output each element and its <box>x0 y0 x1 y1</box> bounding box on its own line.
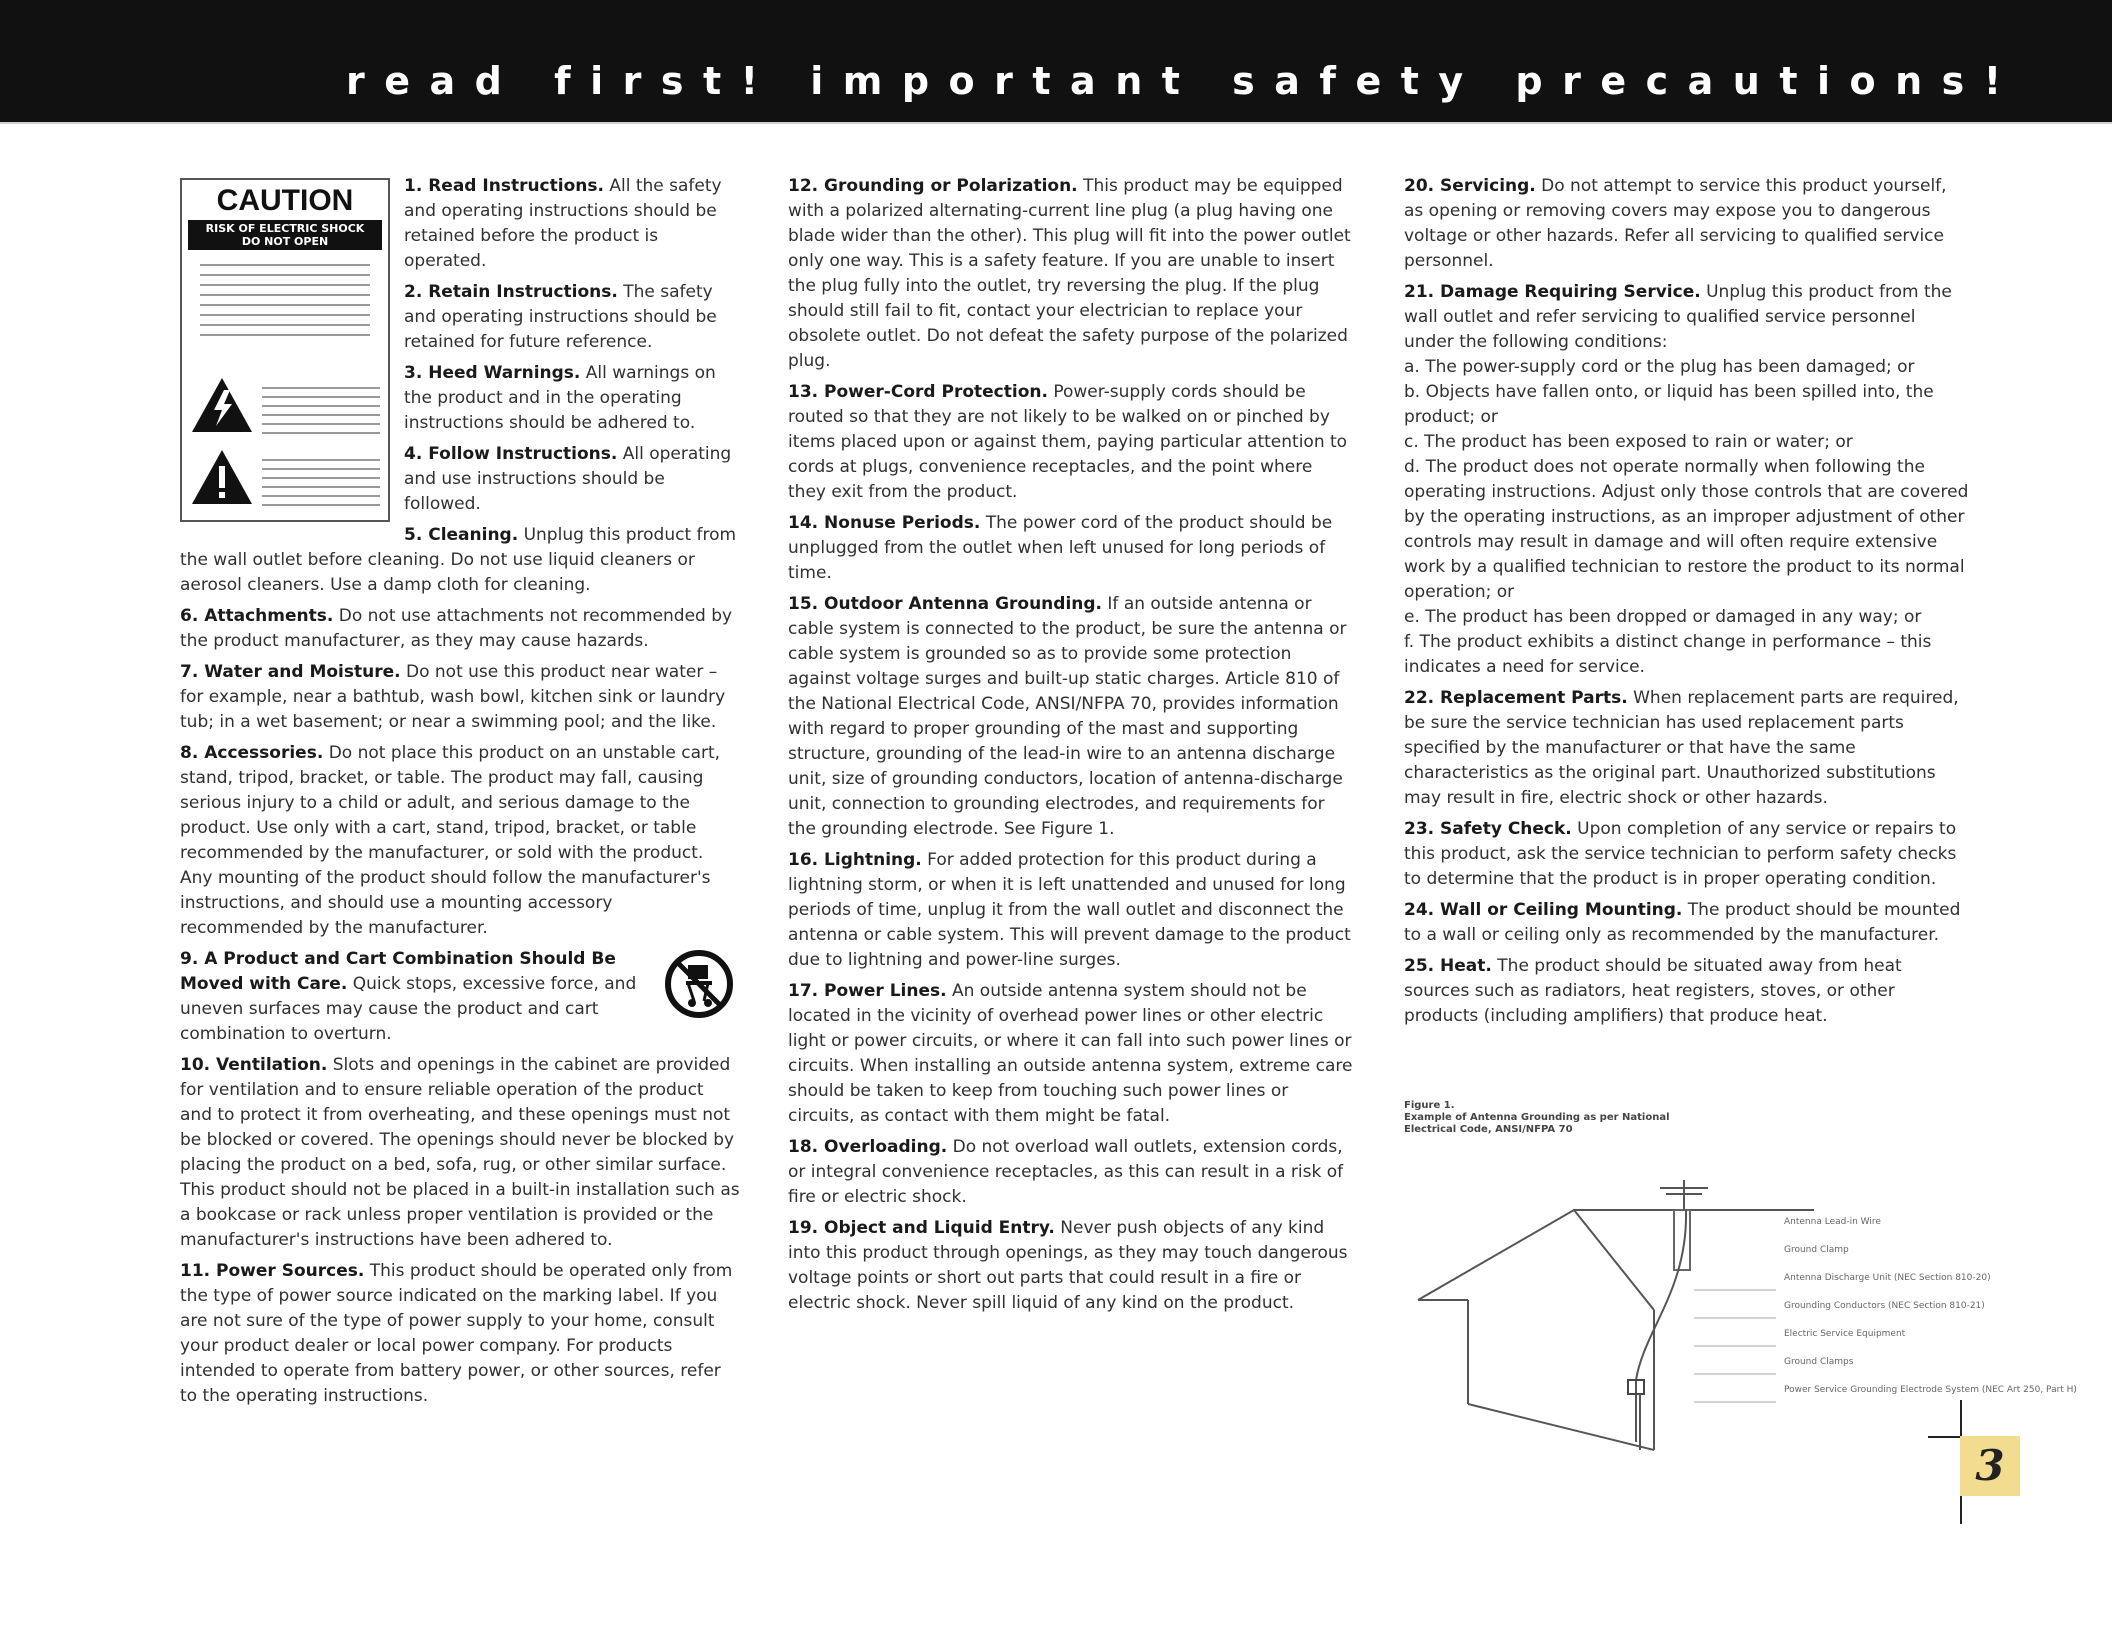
condition-e: e. The product has been dropped or damaged in any way; or <box>1404 607 1922 627</box>
exclamation-warning-icon <box>190 448 254 506</box>
page-number-rule-horizontal <box>1928 1436 1962 1438</box>
item-11: 11. Power Sources. This product should be operated only from the type of power source indicated on the marking label. If you are not sure of the type of power supply to your home, consult your product dealer or local power company. For products intended to operate from battery power, or other sources, refer to the operating instructions. <box>180 1261 733 1406</box>
item-20: 20. Servicing. Do not attempt to service this product yourself, as opening or removing covers may expose you to dangerous voltage or other hazards. Refer all servicing to qualified service personnel. <box>1404 176 1947 271</box>
item-9: 9. A Product and Cart Combination Should Be Moved with Care. Quick stops, excessive force, and uneven surfaces may cause the product and cart combination to overturn. <box>180 947 740 1047</box>
page-title: read first! important safety precautions! <box>346 59 2021 103</box>
legend-antenna-lead-in-wire: Antenna Lead-in Wire <box>1784 1217 1881 1227</box>
column-2 <box>788 174 1354 1322</box>
legend-grounding-conductors: Grounding Conductors (NEC Section 810-21) <box>1784 1301 1985 1311</box>
condition-d: d. The product does not operate normally when following the operating instructions. Adjust only those controls that are covered by the operating instructions, as an improper adjustment of other controls may result in damage and will often require extensive work by a qualified technician to restore the product to its normal operation; or <box>1404 457 1969 602</box>
item-7: 7. Water and Moisture. Do not use this product near water – for example, near a bathtub, wash bowl, kitchen sink or laundry tub; in a wet basement; or near a swimming pool; and the like. <box>180 662 726 732</box>
item-5: 5. Cleaning. Unplug this product from the wall outlet before cleaning. Do not use liquid cleaners or aerosol cleaners. Use a damp cloth for cleaning. <box>180 525 737 595</box>
figure-1 <box>1404 1100 2077 1440</box>
cart-warning-icon <box>664 949 734 1019</box>
column-1 <box>180 174 740 1415</box>
item-4: 4. Follow Instructions. All operating and use instructions should be followed. <box>404 444 732 514</box>
legend-ground-clamps: Ground Clamps <box>1784 1357 1854 1367</box>
legend-power-service-grounding: Power Service Grounding Electrode System (NEC Art 250, Part H) <box>1784 1385 2077 1395</box>
caution-fine-print-3 <box>262 452 380 513</box>
figure-caption-line1: Figure 1. <box>1404 1100 1455 1111</box>
item-12: 12. Grounding or Polarization. This product may be equipped with a polarized alternating-current line plug (a plug having one blade wider than the other). This plug will fit into the power outlet only one way. This is a safety feature. If you are unable to insert the plug fully into the outlet, try reversing the plug. If the plug should still fail to fit, contact your electrician to replace your obsolete outlet. Do not defeat the safety purpose of the polarized plug. <box>788 176 1351 371</box>
legend-ground-clamp: Ground Clamp <box>1784 1245 1849 1255</box>
item-10: 10. Ventilation. Slots and openings in the cabinet are provided for ventilation and to ensure reliable operation of the product and to protect it from overheating, and these openings must not be blocked or covered. The openings should never be blocked by placing the product on a bed, sofa, rug, or other similar surface. This product should not be placed in a built-in installation such as a bookcase or rack unless proper ventilation is provided or the manufacturer's instructions have been adhered to. <box>180 1055 740 1250</box>
item-8: 8. Accessories. Do not place this product on an unstable cart, stand, tripod, bracket, or table. The product may fall, causing serious injury to a child or adult, and serious damage to the product. Use only with a cart, stand, tripod, bracket, or table recommended by the manufacturer, or sold with the product. Any mounting of the product should follow the manufacturer's instructions, and should use a mounting accessory recommended by the manufacturer. <box>180 743 721 938</box>
caution-title: CAUTION <box>216 184 354 217</box>
item-6: 6. Attachments. Do not use attachments not recommended by the product manufacturer, as they may cause hazards. <box>180 606 733 651</box>
page-number: 3 <box>1960 1436 2020 1496</box>
item-23: 23. Safety Check. Upon completion of any service or repairs to this product, ask the service technician to perform safety checks to determine that the product is in proper operating condition. <box>1404 819 1957 889</box>
caution-label <box>180 178 390 522</box>
legend-electric-service-equipment: Electric Service Equipment <box>1784 1329 1906 1339</box>
figure-caption <box>1404 1100 1764 1136</box>
item-21-conditions <box>1404 355 1970 680</box>
figure-legend <box>1784 1216 2077 1412</box>
condition-f: f. The product exhibits a distinct change in performance – this indicates a need for service. <box>1404 632 1932 677</box>
caution-bar-line2: DO NOT OPEN <box>241 235 329 248</box>
item-1: 1. Read Instructions. All the safety and operating instructions should be retained before the product is operated. <box>404 176 722 271</box>
header-rule <box>0 122 2112 124</box>
item-2: 2. Retain Instructions. The safety and operating instructions should be retained for future reference. <box>404 282 717 352</box>
item-24: 24. Wall or Ceiling Mounting. The product should be mounted to a wall or ceiling only as recommended by the manufacturer. <box>1404 900 1961 945</box>
item-17: 17. Power Lines. An outside antenna system should not be located in the vicinity of overhead power lines or other electric light or power circuits, or where it can fall into such power lines or circuits. When installing an outside antenna system, extreme care should be taken to keep from touching such power lines or circuits, as contact with them might be fatal. <box>788 981 1353 1126</box>
item-3: 3. Heed Warnings. All warnings on the product and in the operating instructions should be adhered to. <box>404 363 716 433</box>
item-16: 16. Lightning. For added protection for this product during a lightning storm, or when it is left unattended and unused for long periods of time, unplug it from the wall outlet and disconnect the antenna or cable system. This will prevent damage to the product due to lightning and power-line surges. <box>788 850 1351 970</box>
caution-bar-line1: RISK OF ELECTRIC SHOCK <box>205 222 365 235</box>
item-22: 22. Replacement Parts. When replacement parts are required, be sure the service technician has used replacement parts specified by the manufacturer or that have the same characteristics as the original part. Unauthorized substitutions may result in fire, electric shock or other hazards. <box>1404 688 1959 808</box>
item-14: 14. Nonuse Periods. The power cord of the product should be unplugged from the outlet when left unused for long periods of time. <box>788 513 1333 583</box>
item-19: 19. Object and Liquid Entry. Never push objects of any kind into this product through openings, as they may touch dangerous voltage points or short out parts that could result in a fire or electric shock. Never spill liquid of any kind on the product. <box>788 1218 1348 1313</box>
item-13: 13. Power-Cord Protection. Power-supply cords should be routed so that they are not likely to be walked on or pinched by items placed upon or against them, paying particular attention to cords at plugs, convenience receptacles, and the point where they exit from the product. <box>788 382 1348 502</box>
legend-antenna-discharge-unit: Antenna Discharge Unit (NEC Section 810-20) <box>1784 1273 1991 1283</box>
condition-b: b. Objects have fallen onto, or liquid has been spilled into, the product; or <box>1404 382 1934 427</box>
item-18: 18. Overloading. Do not overload wall outlets, extension cords, or integral convenience receptacles, as this can result in a risk of fire or electric shock. <box>788 1137 1344 1207</box>
caution-fine-print <box>190 256 380 344</box>
figure-caption-line2: Example of Antenna Grounding as per National <box>1404 1112 1670 1123</box>
item-21: 21. Damage Requiring Service. Unplug this product from the wall outlet and refer servicing to qualified service personnel under the following conditions: <box>1404 282 1952 352</box>
caution-bar <box>188 220 382 250</box>
condition-c: c. The product has been exposed to rain or water; or <box>1404 432 1853 452</box>
item-25: 25. Heat. The product should be situated away from heat sources such as radiators, heat registers, stoves, or other products (including amplifiers) that produce heat. <box>1404 956 1902 1026</box>
item-15: 15. Outdoor Antenna Grounding. If an outside antenna or cable system is connected to the product, be sure the antenna or cable system is grounded so as to provide some protection against voltage surges and built-up static charges. Article 810 of the National Electrical Code, ANSI/NFPA 70, provides information with regard to proper grounding of the mast and supporting structure, grounding of the lead-in wire to an antenna discharge unit, size of grounding conductors, location of antenna-discharge unit, connection to grounding electrodes, and requirements for the grounding electrode. See Figure 1. <box>788 594 1347 839</box>
caution-fine-print-2 <box>262 380 380 441</box>
lightning-warning-icon <box>190 376 254 434</box>
condition-a: a. The power-supply cord or the plug has been damaged; or <box>1404 357 1915 377</box>
figure-caption-line3: Electrical Code, ANSI/NFPA 70 <box>1404 1124 1573 1135</box>
column-3 <box>1404 174 1970 1035</box>
